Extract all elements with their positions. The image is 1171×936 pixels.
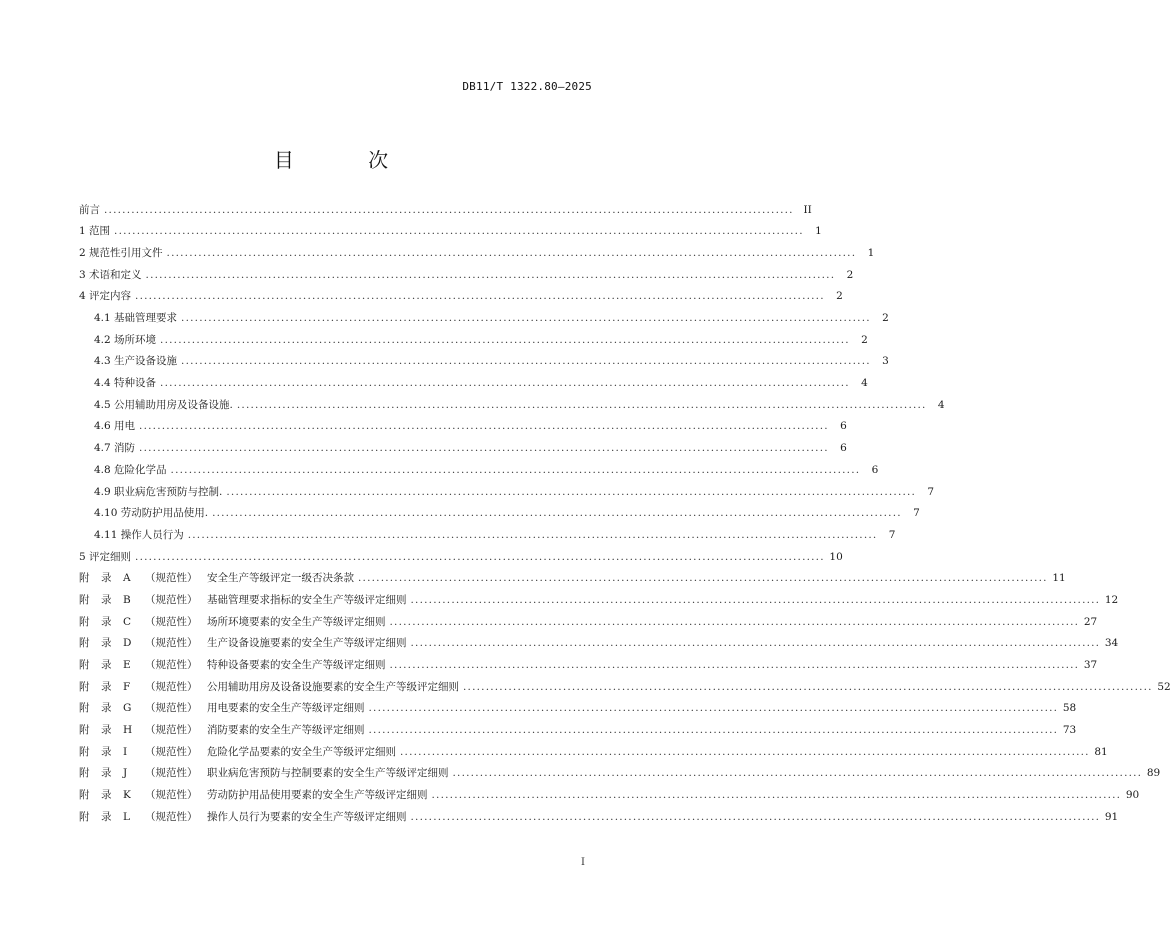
dot-leader: ........................................................................................................................................................ [104,203,794,216]
toc-entry-label: 4.10 劳动防护用品使用. [94,507,209,520]
toc-entry-page: 81 [1094,745,1108,758]
appendix-prefix: 附 [79,659,90,672]
appendix-prefix: 录 [101,593,112,606]
toc-entry[interactable] [79,199,812,221]
toc-entry-page: 7 [913,507,920,520]
toc-entry[interactable] [79,286,843,308]
appendix-letter: E [123,659,131,672]
appendix-letter: B [123,593,131,606]
appendix-title: 生产设备设施要素的安全生产等级评定细则 [207,637,407,650]
toc-entry-label: 5 评定细则 [79,550,132,563]
dot-leader: ........................................................................................................................................................ [170,463,861,476]
toc-entry[interactable] [79,242,875,264]
toc-entry-label: 4.1 基础管理要求 [94,312,178,325]
appendix-label [79,725,365,736]
toc-entry-page: 2 [836,290,843,303]
dot-leader: ........................................................................................................................................................ [160,377,850,390]
toc-entry-page: 6 [840,442,847,455]
appendix-prefix: 录 [101,767,112,780]
appendix-letter: A [123,572,131,585]
toc-entry[interactable] [79,329,868,351]
toc-entry-label: 2 规范性引用文件 [79,246,163,259]
dot-leader: ........................................................................................................................................................ [410,637,1101,650]
toc-appendix-entry[interactable] [79,654,1098,676]
toc-entry[interactable] [79,481,935,503]
appendix-label [79,790,428,801]
toc-entry[interactable] [79,373,868,395]
toc-appendix-entry[interactable] [79,589,1119,611]
toc-entry-label: 4.11 操作人员行为 [94,528,184,541]
dot-leader: ........................................................................................................................................................ [389,615,1080,628]
appendix-prefix: 录 [101,724,112,737]
toc-entry[interactable] [79,459,879,481]
toc-entry-label: 4.2 场所环境 [94,333,157,346]
toc-entry-page: II [803,203,812,216]
toc-entry-label: 4.9 职业病危害预防与控制. [94,485,223,498]
toc-entry-page: 4 [937,398,945,411]
toc-entry-page: 4 [861,377,868,390]
toc-entry-label: 1 范围 [79,225,111,238]
toc-entry-page: 90 [1125,789,1140,802]
toc-entry-page: 11 [1052,572,1066,585]
appendix-prefix: 附 [79,724,90,737]
appendix-prefix: 附 [79,615,90,628]
appendix-letter: G [123,702,132,715]
appendix-title: 危险化学品要素的安全生产等级评定细则 [207,745,396,758]
appendix-title: 安全生产等级评定一级否决条款 [207,572,354,585]
dot-leader: ........................................................................................................................................................ [452,767,1143,780]
appendix-prefix: 附 [79,572,90,585]
toc-entry-page: 37 [1083,659,1098,672]
appendix-prefix: 录 [101,745,112,758]
appendix-label [79,573,354,584]
toc-entry-page: 89 [1146,767,1161,780]
appendix-title: 基础管理要求指标的安全生产等级评定细则 [207,593,407,606]
appendix-prefix: 附 [79,810,90,823]
toc-entry-label: 4.4 特种设备 [94,377,157,390]
toc-appendix-entry[interactable] [79,698,1077,720]
toc-entry[interactable] [79,307,889,329]
appendix-label [79,703,365,714]
appendix-letter: D [123,637,132,650]
toc-entry-label: 3 术语和定义 [79,268,142,281]
toc-entry-label: 4.3 生产设备设施 [94,355,178,368]
toc-entry-page: 10 [829,550,843,563]
appendix-label [79,747,396,758]
toc-entry[interactable] [79,264,854,286]
toc-entry-page: 27 [1083,615,1098,628]
page-title: 目 次 [273,148,423,172]
toc-appendix-entry[interactable] [79,785,1140,807]
appendix-type: （规范性） [145,637,198,650]
appendix-title: 操作人员行为要素的安全生产等级评定细则 [207,810,407,823]
dot-leader: ........................................................................................................................................................ [114,225,804,238]
toc-appendix-entry[interactable] [79,720,1077,742]
toc-entry-page: 2 [861,333,868,346]
appendix-type: （规范性） [145,724,198,737]
appendix-prefix: 录 [101,572,112,585]
dot-leader: ........................................................................................................................................................ [139,420,829,433]
appendix-prefix: 录 [101,789,112,802]
appendix-letter: C [123,615,132,628]
page-number: I [581,857,585,868]
appendix-title: 特种设备要素的安全生产等级评定细则 [207,659,386,672]
dot-leader: ........................................................................................................................................................ [236,398,927,411]
dot-leader: ........................................................................................................................................................ [166,246,857,259]
dot-leader: ........................................................................................................................................................ [410,593,1101,606]
appendix-letter: F [123,680,131,693]
toc-entry-page: 2 [882,312,889,325]
appendix-title: 职业病危害预防与控制要素的安全生产等级评定细则 [207,767,449,780]
appendix-type: （规范性） [145,767,198,780]
toc-entry-label: 4.5 公用辅助用房及设备设施. [94,398,233,411]
toc-entry-page: 3 [882,355,889,368]
appendix-prefix: 录 [101,680,112,693]
toc-entry-page: 6 [840,420,847,433]
toc-entry[interactable] [79,221,822,243]
appendix-label [79,768,449,779]
toc-entry-page: 7 [927,485,935,498]
appendix-type: （规范性） [145,789,198,802]
appendix-prefix: 录 [101,637,112,650]
appendix-type: （规范性） [145,810,198,823]
appendix-prefix: 录 [101,810,112,823]
toc-appendix-entry[interactable] [79,568,1066,590]
dot-leader: ........................................................................................................................................................ [226,485,917,498]
appendix-title: 劳动防护用品使用要素的安全生产等级评定细则 [207,789,428,802]
toc-entry-page: 34 [1104,637,1119,650]
appendix-title: 用电要素的安全生产等级评定细则 [207,702,365,715]
dot-leader: ........................................................................................................................................................ [463,680,1153,693]
toc-entry-page: 91 [1104,810,1119,823]
appendix-type: （规范性） [145,615,198,628]
appendix-prefix: 录 [101,615,112,628]
dot-leader: ........................................................................................................................................................ [368,702,1059,715]
toc-entry-page: 73 [1062,724,1077,737]
dot-leader: ........................................................................................................................................................ [431,789,1122,802]
toc-entry[interactable] [79,524,896,546]
appendix-prefix: 附 [79,702,90,715]
appendix-title: 消防要素的安全生产等级评定细则 [207,724,365,737]
toc-appendix-entry[interactable] [79,633,1119,655]
appendix-prefix: 附 [79,745,90,758]
appendix-type: （规范性） [145,745,198,758]
appendix-title: 公用辅助用房及设备设施要素的安全生产等级评定细则 [207,680,459,693]
appendix-type: （规范性） [145,593,198,606]
toc-entry-label: 4.6 用电 [94,420,136,433]
appendix-type: （规范性） [145,680,198,693]
dot-leader: ........................................................................................................................................................ [410,810,1101,823]
toc-entry[interactable] [79,351,889,373]
toc-entry[interactable] [79,438,847,460]
appendix-type: （规范性） [145,572,198,585]
appendix-type: （规范性） [145,702,198,715]
appendix-letter: H [123,724,133,737]
appendix-label [79,812,407,823]
toc-entry[interactable] [79,503,920,525]
toc-entry-label: 4 评定内容 [79,290,132,303]
toc-appendix-entry[interactable] [79,611,1098,633]
appendix-letter: J [123,767,128,780]
dot-leader: ........................................................................................................................................................ [368,724,1059,737]
appendix-label [79,617,386,628]
appendix-letter: L [123,810,130,823]
dot-leader: ........................................................................................................................................................ [389,659,1080,672]
appendix-prefix: 录 [101,659,112,672]
appendix-type: （规范性） [145,659,198,672]
toc-appendix-entry[interactable] [79,806,1119,828]
table-of-contents [79,199,1171,828]
appendix-title: 场所环境要素的安全生产等级评定细则 [207,615,386,628]
appendix-prefix: 附 [79,637,90,650]
dot-leader: ........................................................................................................................................................ [135,550,825,563]
toc-entry-label: 4.7 消防 [94,442,136,455]
toc-entry-page: 1 [867,246,875,259]
toc-entry-label: 4.8 危险化学品 [94,463,167,476]
toc-entry-page: 1 [815,225,822,238]
dot-leader: ........................................................................................................................................................ [135,290,825,303]
appendix-label [79,682,459,693]
appendix-label [79,595,407,606]
dot-leader: ........................................................................................................................................................ [187,528,878,541]
toc-entry-page: 2 [846,268,854,281]
dot-leader: ........................................................................................................................................................ [212,507,902,520]
dot-leader: ........................................................................................................................................................ [160,333,850,346]
dot-leader: ........................................................................................................................................................ [139,442,829,455]
appendix-label [79,638,407,649]
appendix-prefix: 附 [79,767,90,780]
dot-leader: ........................................................................................................................................................ [400,745,1090,758]
toc-entry-page: 52 [1157,680,1171,693]
toc-entry[interactable] [79,546,843,568]
appendix-prefix: 附 [79,789,90,802]
toc-entry-page: 7 [888,528,896,541]
document-code: DB11/T 1322.80—2025 [462,80,592,93]
appendix-letter: K [123,789,131,802]
toc-entry-page: 58 [1062,702,1077,715]
dot-leader: ........................................................................................................................................................ [181,355,871,368]
dot-leader: ........................................................................................................................................................ [145,268,836,281]
dot-leader: ........................................................................................................................................................ [358,572,1048,585]
toc-entry-page: 12 [1104,593,1119,606]
toc-appendix-entry[interactable] [79,741,1108,763]
appendix-prefix: 附 [79,680,90,693]
toc-appendix-entry[interactable] [79,676,1171,698]
toc-entry-page: 6 [871,463,879,476]
toc-entry[interactable] [79,394,945,416]
toc-entry[interactable] [79,416,847,438]
appendix-prefix: 录 [101,702,112,715]
appendix-prefix: 附 [79,593,90,606]
toc-entry-label: 前言 [79,203,100,216]
dot-leader: ........................................................................................................................................................ [181,312,871,325]
appendix-label [79,660,386,671]
toc-appendix-entry[interactable] [79,763,1161,785]
appendix-letter: I [123,745,128,758]
